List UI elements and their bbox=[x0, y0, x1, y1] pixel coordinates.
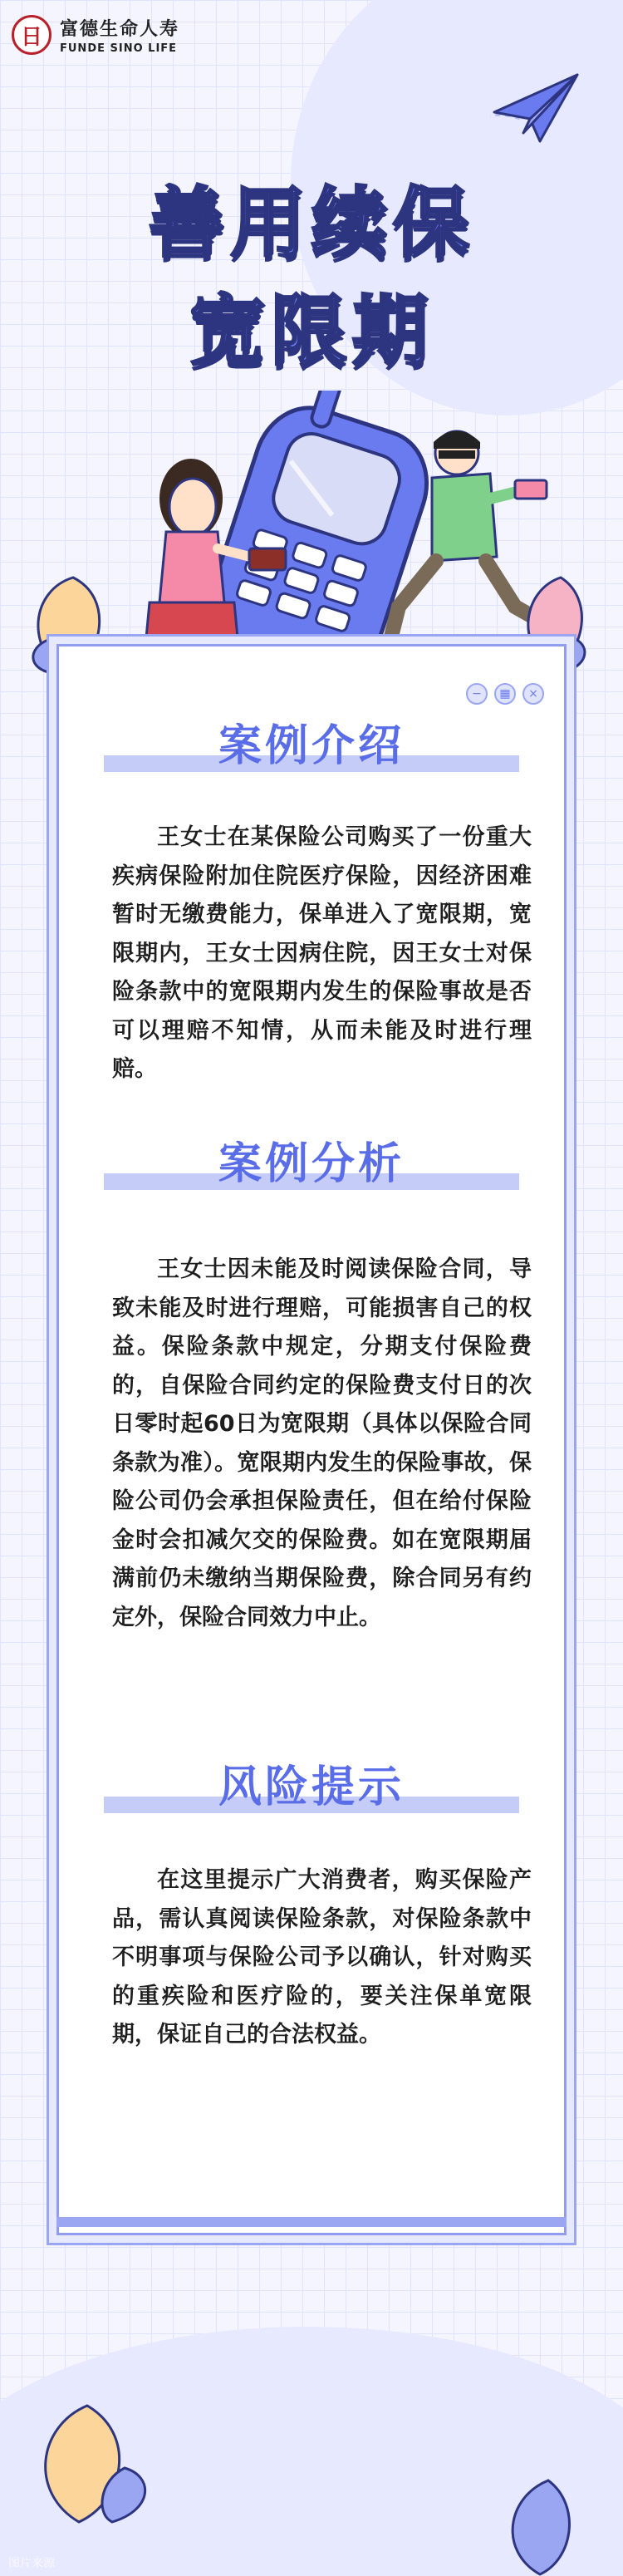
brand-name-en: FUNDE SINO LIFE bbox=[60, 42, 178, 55]
card-footer-bar bbox=[56, 2217, 567, 2227]
card-controls bbox=[466, 683, 544, 705]
section-body-case-intro: 王女士在某保险公司购买了一份重大疾病保险附加住院医疗保险，因经济困难暂时无缴费能力，保单进入了宽限期，宽限期内，王女士因病住院，因王女士对保险条款中的宽限期内发生的保险事故是否可以理赔不知情，从而未能及时进行理赔。 bbox=[112, 824, 532, 1082]
brand-name-cn: 富德生命人寿 bbox=[60, 18, 180, 40]
section-heading-risk-tips bbox=[104, 1752, 519, 1818]
leaf-decoration-bottom-left bbox=[21, 2401, 154, 2526]
page-title-line-2: 宽限期 bbox=[189, 287, 434, 376]
watermark-text: 图片来源 bbox=[8, 2557, 55, 2570]
section-heading-text: 案例分析 bbox=[218, 1139, 405, 1189]
leaf-decoration-bottom-right bbox=[494, 2476, 586, 2576]
brand-name bbox=[60, 15, 179, 55]
section-heading-case-intro bbox=[104, 710, 519, 777]
brand-logo bbox=[12, 15, 179, 55]
paper-plane-icon bbox=[490, 71, 581, 145]
section-heading-case-analysis bbox=[104, 1128, 519, 1195]
section-body-case-analysis: 王女士因未能及时阅读保险合同，导致未能及时进行理赔，可能损害自己的权益。保险条款中规定，分期支付保险费的，自保险合同约定的保险费支付日的次日零时起60日为宽限期（具体以保险合同条款为准）。宽限期内发生的保险事故，保险公司仍会承担保险责任，但在给付保险金时会扣减欠交的保险费。如在宽限期届满前仍未缴纳当期保险费，除合同另有约定外，保险合同效力中止。 bbox=[112, 1256, 532, 1630]
section-heading-text: 风险提示 bbox=[218, 1762, 405, 1812]
grid-icon[interactable]: ▦ bbox=[494, 683, 516, 705]
section-body-risk-tips: 在这里提示广大消费者，购买保险产品，需认真阅读保险条款，对保险条款中不明事项与保险公司予以确认，针对购买的重疾险和医疗险的，要关注保单宽限期，保证自己的合法权益。 bbox=[112, 1867, 532, 2048]
page-title-line-1: 善用续保 bbox=[148, 179, 474, 268]
minus-icon[interactable]: − bbox=[466, 683, 488, 705]
brand-logo-mark: 日 bbox=[12, 15, 52, 55]
close-icon[interactable]: × bbox=[522, 683, 544, 705]
section-heading-text: 案例介绍 bbox=[218, 721, 405, 771]
